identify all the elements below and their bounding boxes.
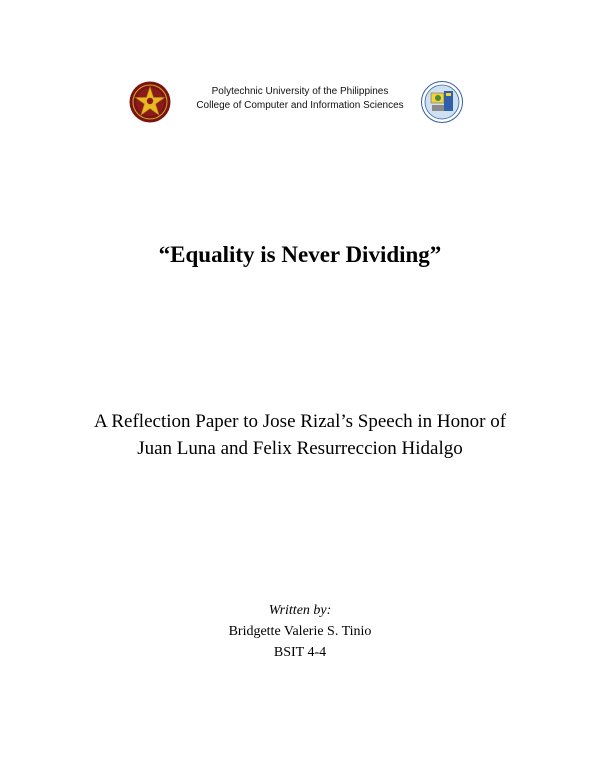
author-name: Bridgette Valerie S. Tinio [228, 624, 372, 639]
author-byline [0, 600, 600, 663]
subtitle-line-1: A Reflection Paper to Jose Rizal’s Speech in Honor of [93, 411, 507, 432]
pup-seal-icon [129, 81, 171, 123]
author-section: BSIT 4-4 [273, 645, 327, 660]
paper-title: “Equality is Never Dividing” [158, 242, 442, 267]
ccis-seal-icon [421, 81, 463, 123]
subtitle-line-2: Juan Luna and Felix Resurreccion Hidalgo [137, 438, 463, 459]
college-name: College of Computer and Information Sciences [196, 100, 404, 111]
paper-subtitle [40, 408, 560, 462]
university-name: Polytechnic University of the Philippines [211, 86, 389, 97]
institution-header [176, 85, 424, 113]
written-by-label: Written by: [268, 603, 332, 618]
